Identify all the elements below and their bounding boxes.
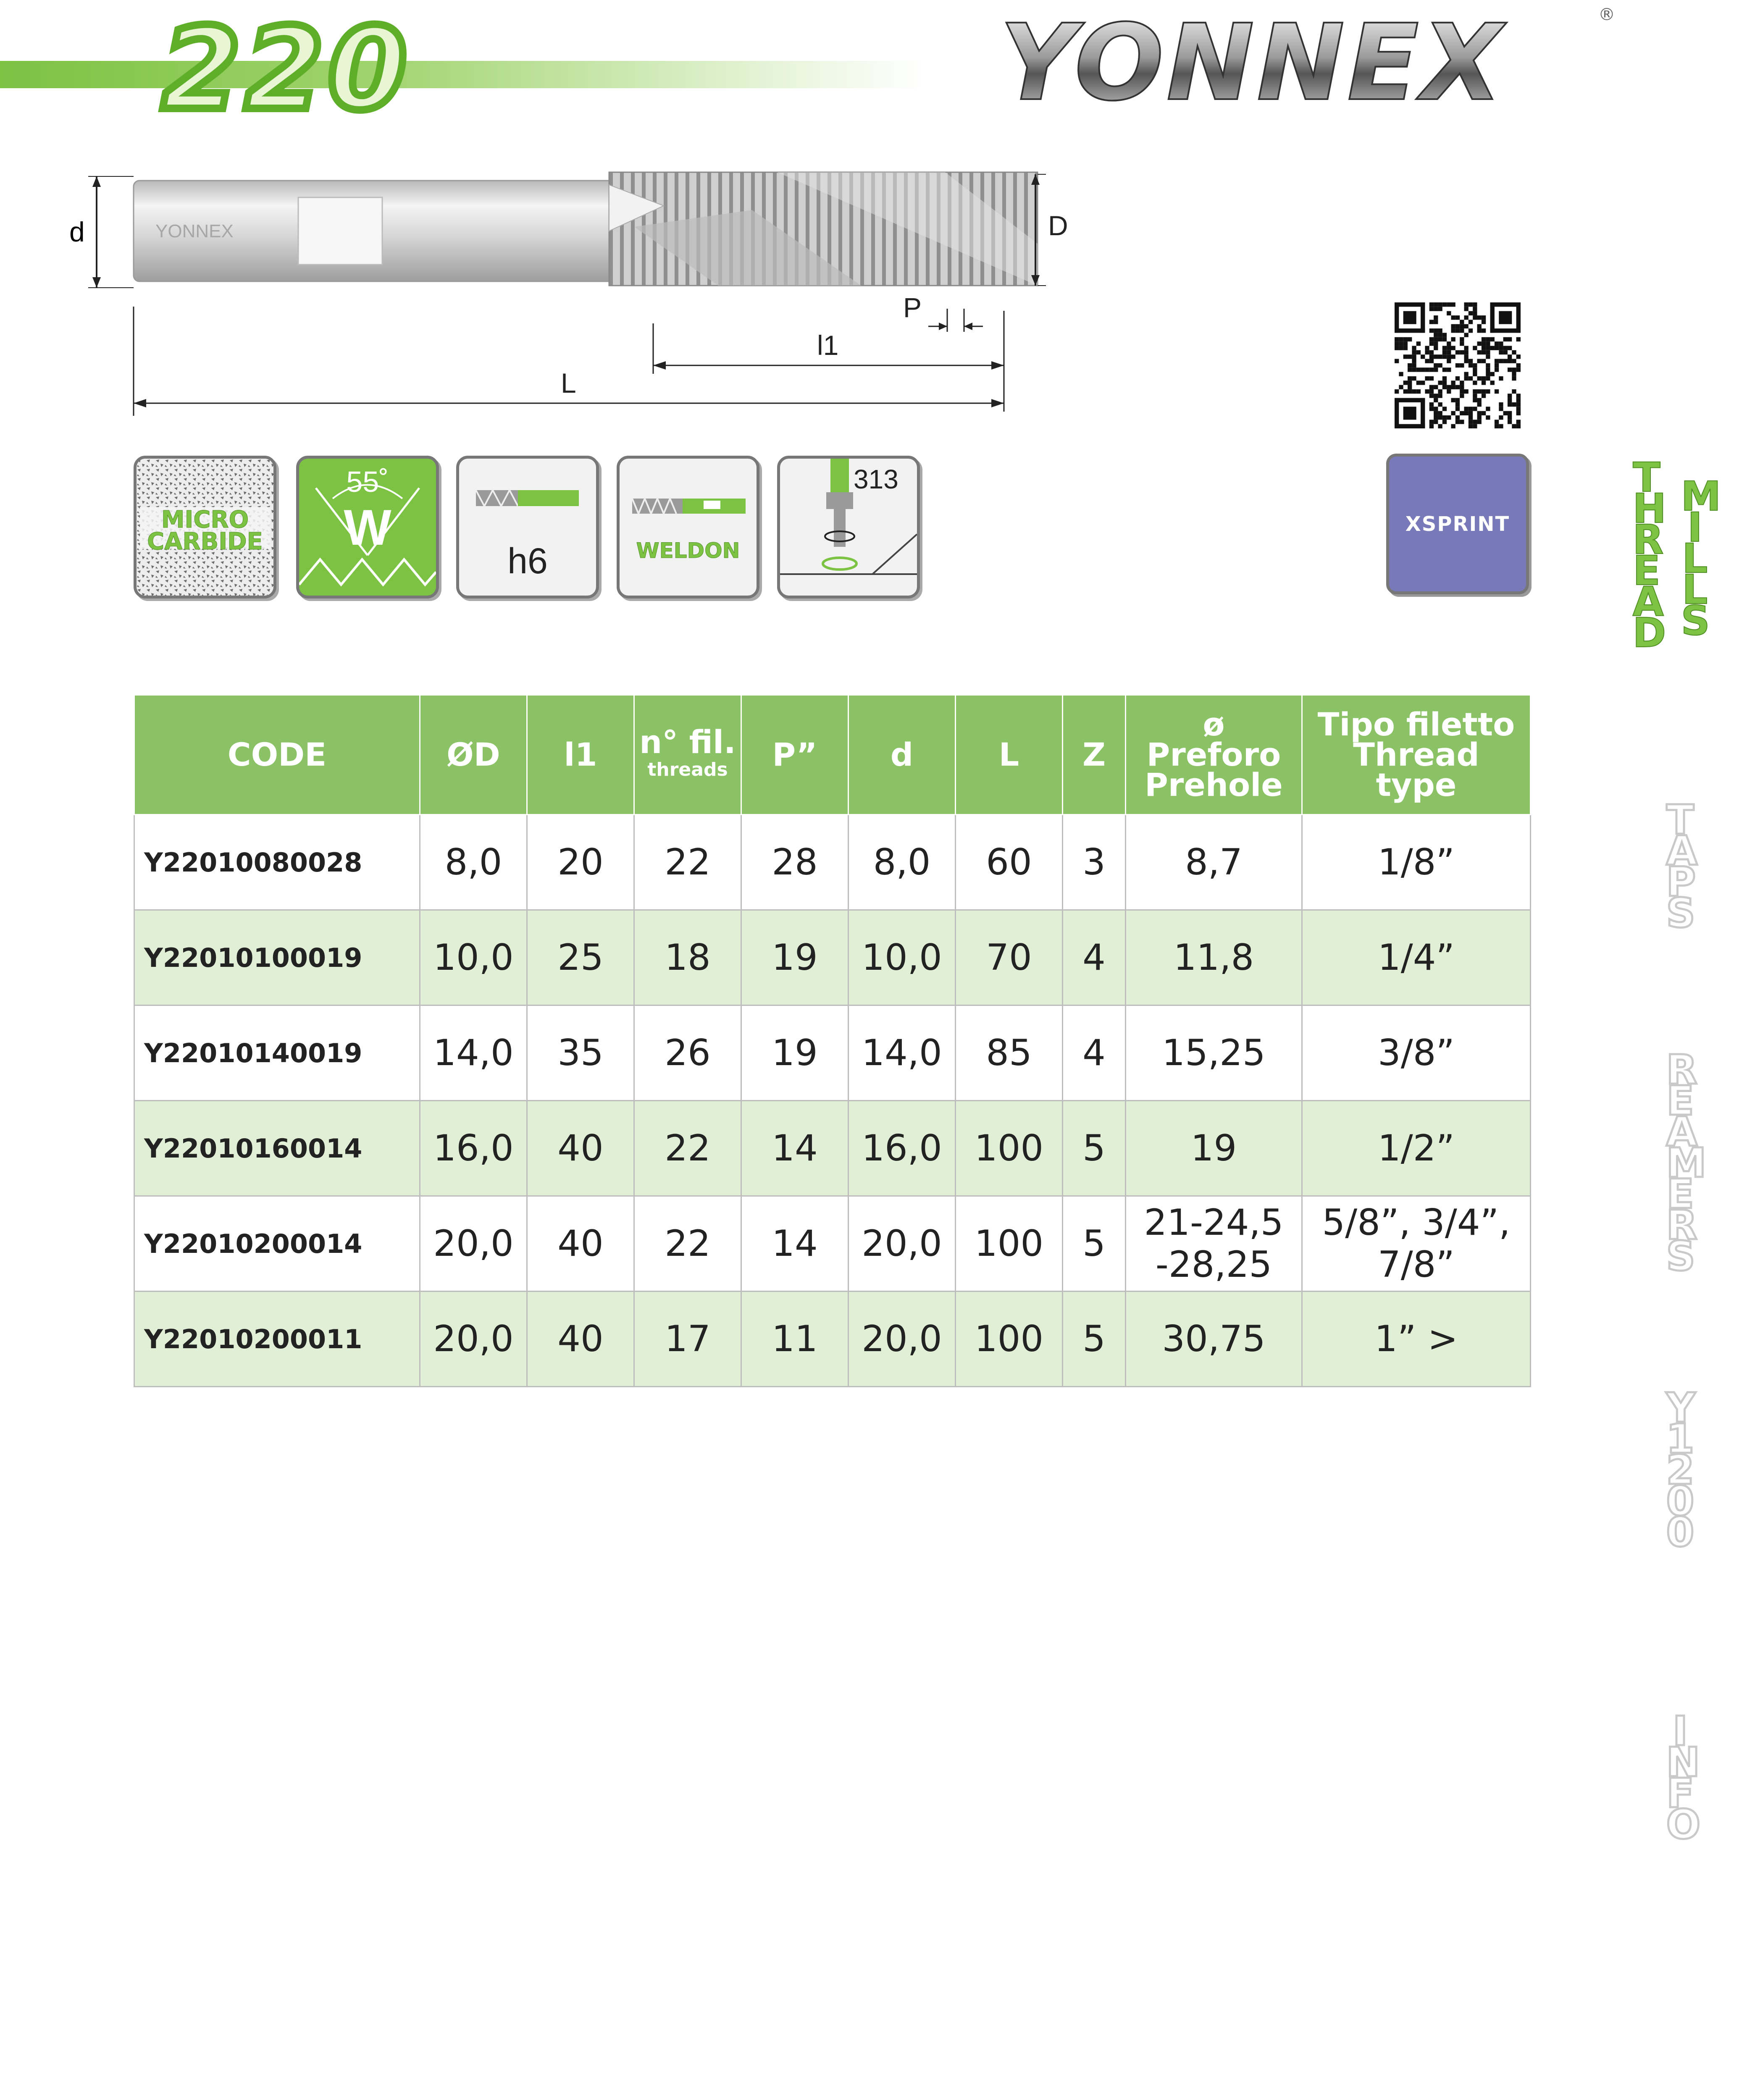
- cell-type: [1302, 815, 1531, 910]
- product-table: [134, 694, 1531, 1387]
- xsprint-coating-badge: XSPRINT: [1386, 454, 1529, 594]
- product-table-header: [134, 695, 1531, 815]
- col-z: Z: [1063, 695, 1126, 815]
- col-prehole-it: Preforo: [1146, 736, 1281, 773]
- cell-type-line: 7/8”: [1378, 1244, 1455, 1286]
- weldon-flat: [298, 197, 382, 265]
- side-nav-mills[interactable]: [1678, 473, 1721, 644]
- cell-type: [1302, 1005, 1531, 1101]
- dim-label-l1: l1: [817, 330, 839, 361]
- cell-p: 19: [741, 1005, 849, 1101]
- cell-L: 70: [956, 910, 1063, 1005]
- side-nav-info[interactable]: [1661, 1708, 1701, 1848]
- product-row: [134, 1005, 1531, 1101]
- qr-code[interactable]: [1395, 302, 1521, 428]
- cell-z: 5: [1063, 1292, 1126, 1387]
- series-number: 220: [162, 3, 411, 135]
- dim-label-d: d: [69, 216, 85, 247]
- side-nav-label: TAPS: [1666, 796, 1697, 937]
- tolerance-icon: [456, 456, 599, 598]
- cell-nfil: 17: [634, 1292, 741, 1387]
- cell-type-line: 1/2”: [1378, 1127, 1455, 1169]
- cell-prehole-line: 30,75: [1162, 1318, 1266, 1360]
- cell-od: 16,0: [420, 1101, 527, 1196]
- cell-prehole-line: 19: [1190, 1127, 1237, 1169]
- side-nav-taps[interactable]: [1661, 796, 1699, 937]
- side-nav-label: Y1200: [1666, 1384, 1696, 1556]
- cell-prehole-line: 8,7: [1185, 841, 1243, 883]
- cell-type: [1302, 1196, 1531, 1292]
- col-length: L: [956, 695, 1063, 815]
- side-nav-reamers[interactable]: [1661, 1046, 1707, 1280]
- side-nav-label: INFO: [1666, 1708, 1701, 1848]
- tolerance-label: h6: [507, 541, 548, 581]
- coolant-number: 313: [854, 464, 898, 494]
- dim-label-D: D: [1048, 210, 1068, 241]
- cell-od: 20,0: [420, 1292, 527, 1387]
- cell-nfil: 22: [634, 815, 741, 910]
- cell-L: 85: [956, 1005, 1063, 1101]
- cell-code: Y22010100019: [134, 910, 420, 1005]
- micro-carbide-icon: [134, 456, 276, 598]
- cell-nfil: 18: [634, 910, 741, 1005]
- brand-logo: YONNEX: [1000, 2, 1505, 124]
- cell-l1: 20: [527, 815, 634, 910]
- cell-type: [1302, 910, 1531, 1005]
- cell-p: 14: [741, 1196, 849, 1292]
- col-code: CODE: [134, 695, 420, 815]
- cell-z: 4: [1063, 910, 1126, 1005]
- col-prehole-en: Prehole: [1145, 766, 1283, 803]
- micro-label: MICRO: [161, 506, 249, 533]
- cell-l1: 25: [527, 910, 634, 1005]
- side-nav-thread[interactable]: [1630, 454, 1666, 656]
- cell-L: 100: [956, 1196, 1063, 1292]
- cell-prehole: [1126, 815, 1302, 910]
- whitworth-profile-icon: [296, 456, 439, 598]
- cell-prehole: [1126, 1101, 1302, 1196]
- cell-d: 16,0: [849, 1101, 956, 1196]
- internal-coolant-icon: [777, 456, 920, 598]
- cell-prehole: [1126, 1005, 1302, 1101]
- thread-mill-drawing: [63, 160, 1071, 428]
- cell-od: 8,0: [420, 815, 527, 910]
- col-d: d: [849, 695, 956, 815]
- cell-d: 10,0: [849, 910, 956, 1005]
- col-threads-it: n° fil.: [639, 723, 736, 761]
- cell-prehole: [1126, 1196, 1302, 1292]
- cell-code: Y22010160014: [134, 1101, 420, 1196]
- cell-l1: 40: [527, 1292, 634, 1387]
- cell-code: Y22010200011: [134, 1292, 420, 1387]
- product-row: [134, 1196, 1531, 1292]
- col-threads-en: threads: [647, 759, 728, 780]
- dim-label-P: P: [903, 292, 922, 323]
- cell-code: Y22010140019: [134, 1005, 420, 1101]
- col-thread-type-en2: type: [1376, 766, 1457, 803]
- col-threads: [634, 695, 741, 815]
- cell-od: 14,0: [420, 1005, 527, 1101]
- col-prehole: [1126, 695, 1302, 815]
- col-thread-type-it: Tipo filetto: [1317, 706, 1515, 743]
- col-prehole-symbol: ø: [1203, 706, 1225, 743]
- cell-prehole: [1126, 1292, 1302, 1387]
- cell-z: 5: [1063, 1101, 1126, 1196]
- cell-prehole: [1126, 910, 1302, 1005]
- carbide-label: CARBIDE: [147, 528, 263, 555]
- weldon-shank-icon: [617, 456, 759, 598]
- cell-d: 20,0: [849, 1196, 956, 1292]
- cell-p: 14: [741, 1101, 849, 1196]
- cell-prehole-line: 21-24,5: [1144, 1202, 1284, 1244]
- cell-type: [1302, 1101, 1531, 1196]
- cell-d: 14,0: [849, 1005, 956, 1101]
- cell-od: 10,0: [420, 910, 527, 1005]
- cell-type-line: 5/8”, 3/4”,: [1322, 1202, 1511, 1244]
- cell-code: Y22010080028: [134, 815, 420, 910]
- col-pitch: P”: [741, 695, 849, 815]
- cell-prehole-line: -28,25: [1155, 1244, 1272, 1286]
- cell-l1: 40: [527, 1101, 634, 1196]
- side-nav-label: REAMERS: [1666, 1046, 1707, 1280]
- cell-type-line: 1” >: [1374, 1318, 1458, 1360]
- col-thread-type: [1302, 695, 1531, 815]
- cell-prehole-line: 15,25: [1162, 1032, 1266, 1074]
- cell-z: 5: [1063, 1196, 1126, 1292]
- cell-type-line: 1/4”: [1378, 937, 1455, 979]
- thread-profile-label: W: [344, 499, 391, 556]
- header-gradient-bar: [0, 61, 924, 88]
- cell-l1: 40: [527, 1196, 634, 1292]
- thread-angle-label: 55˚: [346, 465, 389, 498]
- cell-type-line: 3/8”: [1378, 1032, 1455, 1074]
- side-nav-y1200[interactable]: [1661, 1384, 1699, 1556]
- product-row: [134, 815, 1531, 910]
- cell-p: 28: [741, 815, 849, 910]
- cell-l1: 35: [527, 1005, 634, 1101]
- col-thread-type-en1: Thread: [1353, 736, 1479, 773]
- cell-code: Y22010200014: [134, 1196, 420, 1292]
- side-nav-label: THREAD: [1632, 454, 1666, 656]
- col-l1: l1: [527, 695, 634, 815]
- product-row: [134, 1101, 1531, 1196]
- cell-nfil: 22: [634, 1101, 741, 1196]
- registered-mark: ®: [1598, 5, 1615, 24]
- product-row: [134, 910, 1531, 1005]
- cell-nfil: 26: [634, 1005, 741, 1101]
- dim-label-L: L: [561, 368, 576, 399]
- cell-z: 4: [1063, 1005, 1126, 1101]
- cell-nfil: 22: [634, 1196, 741, 1292]
- cell-L: 100: [956, 1101, 1063, 1196]
- cell-prehole-line: 11,8: [1173, 937, 1254, 979]
- cell-p: 19: [741, 910, 849, 1005]
- cell-z: 3: [1063, 815, 1126, 910]
- cell-od: 20,0: [420, 1196, 527, 1292]
- cell-L: 60: [956, 815, 1063, 910]
- shank-marking: YONNEX: [155, 221, 234, 242]
- cell-p: 11: [741, 1292, 849, 1387]
- cell-d: 20,0: [849, 1292, 956, 1387]
- cell-d: 8,0: [849, 815, 956, 910]
- cell-type: [1302, 1292, 1531, 1387]
- col-od: ØD: [420, 695, 527, 815]
- product-row: [134, 1292, 1531, 1387]
- cell-L: 100: [956, 1292, 1063, 1387]
- side-nav-label: MILLS: [1681, 473, 1721, 644]
- weldon-label: WELDON: [636, 538, 740, 563]
- cell-type-line: 1/8”: [1378, 841, 1455, 883]
